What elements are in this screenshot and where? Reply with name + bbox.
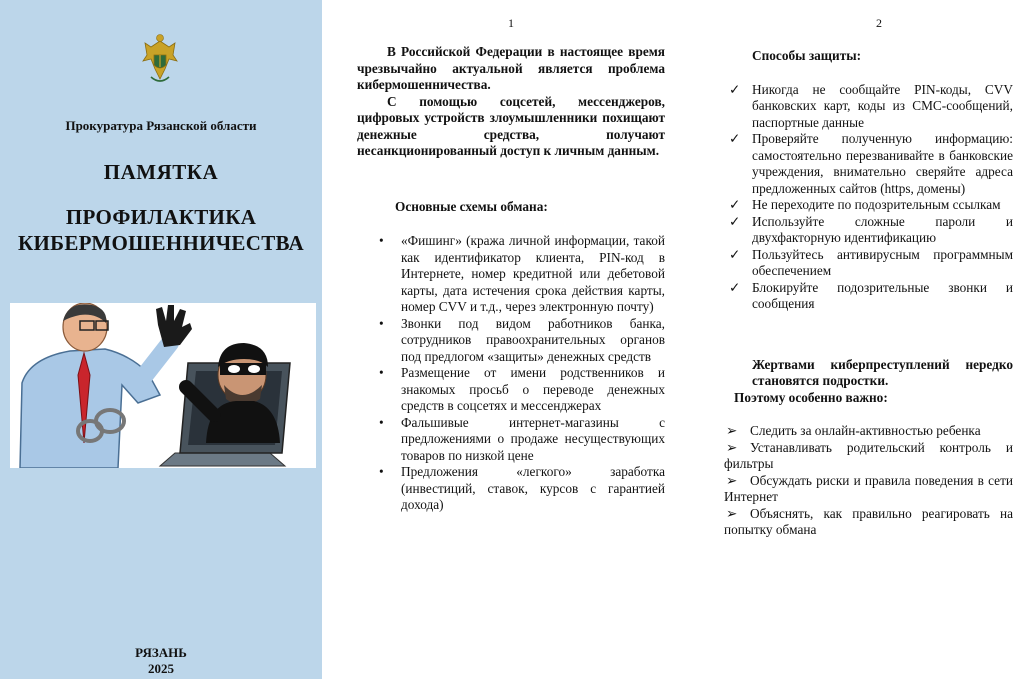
bullet-icon: • bbox=[379, 414, 384, 430]
prosecutor-emblem-icon bbox=[137, 33, 183, 87]
organization-name: Прокуратура Рязанской области bbox=[65, 118, 257, 133]
list-item: ✓ Блокируйте подозрительные звонки и сообщения bbox=[729, 279, 1013, 311]
list-item: ✓ Не переходите по подозрительным ссылкам bbox=[729, 197, 1001, 212]
protection-list bbox=[724, 82, 1013, 313]
page-number-1: 1 bbox=[508, 16, 514, 30]
checkmark-icon: ✓ bbox=[729, 81, 741, 97]
page-number-2: 2 bbox=[876, 16, 882, 30]
list-item: ✓ Пользуйтесь антивирусным программным обеспечением bbox=[729, 246, 1013, 278]
cover-subtitle-line2: КИБЕРМОШЕННИЧЕСТВА bbox=[18, 231, 304, 255]
checkmark-icon: ✓ bbox=[729, 279, 741, 295]
city-name: РЯЗАНЬ bbox=[135, 645, 187, 660]
list-item: • Предложения «легкого» заработка (инвестиций, ставок, курсов с гарантией дохода) bbox=[379, 464, 665, 512]
cover-panel bbox=[0, 0, 322, 679]
important-heading: Поэтому особенно важно: bbox=[734, 389, 888, 405]
list-item: ✓ Никогда не сообщайте PIN-коды, CVV банковских карт, коды из СМС-сообщений, паспортные данные bbox=[729, 81, 1013, 130]
checkmark-icon: ✓ bbox=[729, 197, 741, 212]
checkmark-icon: ✓ bbox=[729, 246, 741, 262]
intro-paragraph-2: С помощью соцсетей, мессенджеров, цифровых устройств злоумышленники похищают денежные средства, получают несанкционированный доступ к личным данным. bbox=[357, 93, 665, 158]
protection-heading: Способы защиты: bbox=[752, 48, 862, 63]
list-item: ✓ Используйте сложные пароли и двухфакторную идентификацию bbox=[729, 213, 1013, 245]
bullet-icon: • bbox=[379, 233, 384, 248]
schemes-heading: Основные схемы обмана: bbox=[395, 198, 548, 214]
checkmark-icon: ✓ bbox=[729, 131, 741, 146]
schemes-list bbox=[357, 233, 665, 514]
arrow-icon: ➢ bbox=[726, 439, 738, 455]
checkmark-icon: ✓ bbox=[729, 213, 741, 229]
list-item: ➢ Следить за онлайн-активностью ребенка bbox=[726, 423, 981, 438]
list-item: ➢ Устанавливать родительский контроль и фильтры bbox=[724, 439, 1013, 471]
list-item: ➢ Объяснять, как правильно реагировать на попытку обмана bbox=[724, 505, 1013, 537]
page1-column bbox=[357, 44, 665, 514]
list-item: • Звонки под видом работников банка, сотрудников правоохранительных органов под предлогом «защиты» денежных средств bbox=[379, 315, 665, 364]
arrow-icon: ➢ bbox=[726, 423, 738, 438]
cover-subtitle-line1: ПРОФИЛАКТИКА bbox=[65, 205, 257, 229]
bullet-icon: • bbox=[379, 365, 384, 380]
cover-subtitle bbox=[0, 204, 322, 256]
year: 2025 bbox=[148, 661, 174, 676]
page2-column bbox=[724, 48, 1013, 539]
bullet-icon: • bbox=[379, 315, 384, 331]
important-list bbox=[724, 423, 1013, 539]
intro-paragraph-1: В Российской Федерации в настоящее время чрезвычайно актуальной является проблема кибермошенничества. bbox=[357, 44, 665, 92]
list-item: • Размещение от имени родственников и знакомых просьб о переводе денежных средств в соцсетях и мессенджерах bbox=[379, 365, 665, 413]
cover-footer bbox=[0, 645, 322, 677]
bullet-icon: • bbox=[379, 464, 384, 479]
cover-title: ПАМЯТКА bbox=[103, 160, 219, 184]
arrow-icon: ➢ bbox=[726, 505, 738, 521]
list-item: ✓ Проверяйте полученную информацию: самостоятельно перезванивайте в банковские учреждения, внимательно сверяйте адреса предложенных сайтов (https, домены) bbox=[729, 131, 1013, 196]
cyber-thief-illustration bbox=[10, 303, 316, 468]
list-item: ➢ Обсуждать риски и правила поведения в сети Интернет bbox=[724, 472, 1013, 504]
list-item: • Фальшивые интернет-магазины с предложениями о продаже несуществующих товаров по низкой цене bbox=[379, 414, 665, 463]
list-item: • «Фишинг» (кража личной информации, такой как идентификатор клиента, PIN-код в Интернете, номер кредитной или дебетовой карты, дата истечения срока действия карты, номер CVV и т.д., через электронную почту) bbox=[379, 233, 665, 314]
arrow-icon: ➢ bbox=[726, 472, 738, 488]
victims-text: Жертвами киберпреступлений нередко становятся подростки. bbox=[752, 356, 1013, 388]
